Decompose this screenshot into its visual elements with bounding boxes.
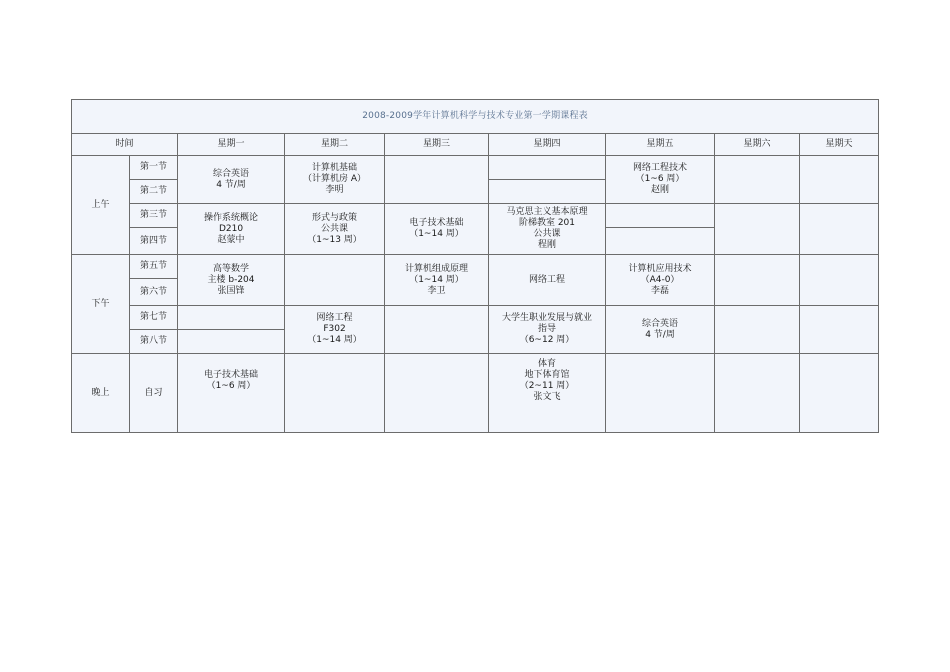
course-line: D210 [218, 223, 244, 234]
course-line: 大学生职业发展与就业 [501, 313, 592, 323]
empty-cell [800, 354, 879, 433]
slot-8: 第八节 [130, 330, 178, 354]
course-line: 赵刚 [650, 185, 669, 195]
slot-4: 第四节 [130, 228, 178, 255]
course-mon-5-6 [178, 255, 285, 306]
slot-1: 第一节 [130, 156, 178, 180]
course-line: 网络工程 [316, 313, 353, 323]
empty-cell [606, 354, 715, 433]
course-line: F302 [323, 324, 346, 334]
course-line: 马克思主义基本原理 [506, 207, 588, 217]
slot-self-study: 自习 [130, 354, 178, 433]
course-line: 指导 [537, 324, 556, 334]
course-line: （1~14 周） [409, 274, 464, 285]
day-header-sat: 星期六 [715, 134, 800, 156]
empty-cell [800, 255, 879, 306]
day-header-thu: 星期四 [489, 134, 606, 156]
course-thu-eve [489, 354, 606, 433]
course-thu-7-8 [489, 306, 606, 354]
course-line: 公共课 [320, 223, 348, 234]
course-line: （6~12 周） [519, 335, 575, 345]
course-tue-1-2 [285, 156, 385, 204]
empty-cell [489, 180, 606, 204]
slot-2: 第二节 [130, 180, 178, 204]
empty-cell [385, 354, 489, 433]
course-line: （1~13 周） [307, 234, 362, 245]
empty-cell [715, 354, 800, 433]
course-line: （1~6 周） [206, 381, 256, 391]
empty-cell [715, 306, 800, 354]
course-line: （A4-0） [640, 274, 680, 285]
course-line: 操作系统概论 [203, 212, 258, 223]
empty-cell [715, 204, 800, 255]
course-mon-3-4 [178, 204, 285, 255]
period-afternoon: 下午 [72, 255, 130, 354]
course-line: （1~14 周） [307, 335, 362, 345]
empty-cell [385, 156, 489, 204]
course-line: 李卫 [427, 285, 446, 296]
course-fri-7-8 [606, 306, 715, 354]
course-line: 4 节/周 [645, 329, 675, 340]
course-tue-7-8 [285, 306, 385, 354]
slot-7: 第七节 [130, 306, 178, 330]
course-line: 体育 [537, 359, 556, 369]
course-fri-1-2 [606, 156, 715, 204]
day-header-mon: 星期一 [178, 134, 285, 156]
course-line: 计算机组成原理 [404, 263, 468, 274]
slot-5: 第五节 [130, 255, 178, 279]
course-tue-3-4 [285, 204, 385, 255]
course-line: 电子技术基础 [409, 218, 464, 228]
empty-cell [385, 306, 489, 354]
day-header-wed: 星期三 [385, 134, 489, 156]
course-line: 综合英语 [212, 168, 249, 179]
course-line: 4 节/周 [216, 179, 246, 190]
empty-cell [715, 255, 800, 306]
course-line: 网络工程技术 [632, 163, 687, 173]
course-line: 李磊 [650, 285, 669, 296]
slot-6: 第六节 [130, 279, 178, 306]
empty-cell [178, 306, 285, 330]
empty-cell [800, 306, 879, 354]
period-morning: 上午 [72, 156, 130, 255]
day-header-fri: 星期五 [606, 134, 715, 156]
empty-cell [715, 156, 800, 204]
schedule-title: 2008-2009学年计算机科学与技术专业第一学期课程表 [72, 100, 879, 134]
empty-cell [606, 204, 715, 228]
period-evening: 晚上 [72, 354, 130, 433]
empty-cell [800, 204, 879, 255]
course-line: 计算机基础 [311, 163, 357, 173]
course-line: 张文飞 [533, 392, 561, 402]
course-schedule-table [71, 99, 879, 433]
course-thu-3-4 [489, 204, 606, 255]
course-line: 赵蒙中 [217, 234, 245, 245]
empty-cell [606, 228, 715, 255]
course-line: 李明 [325, 185, 344, 195]
course-line: 形式与政策 [311, 212, 357, 223]
course-line: （1~14 周） [409, 229, 464, 239]
course-line: （计算机房 A） [302, 174, 367, 184]
course-thu-5-6 [489, 255, 606, 306]
course-line: 地下体育馆 [524, 370, 570, 380]
empty-cell [285, 255, 385, 306]
course-line: 主楼 b-204 [207, 274, 255, 285]
course-line: 程刚 [537, 240, 556, 250]
course-line: （1~6 周） [635, 174, 685, 184]
course-fri-5-6 [606, 255, 715, 306]
empty-cell [285, 354, 385, 433]
course-line: 张国锋 [217, 285, 245, 296]
course-line: 高等数学 [212, 263, 249, 274]
course-line: 电子技术基础 [203, 370, 258, 380]
day-header-tue: 星期二 [285, 134, 385, 156]
course-line: 计算机应用技术 [628, 263, 692, 274]
course-line: （2~11 周） [519, 381, 575, 391]
time-header: 时间 [72, 134, 178, 156]
slot-3: 第三节 [130, 204, 178, 228]
course-line: 综合英语 [641, 318, 678, 329]
course-wed-5-6 [385, 255, 489, 306]
empty-cell [489, 156, 606, 180]
empty-cell [800, 156, 879, 204]
day-header-sun: 星期天 [800, 134, 879, 156]
course-line: 公共课 [533, 229, 561, 239]
empty-cell [178, 330, 285, 354]
course-mon-eve [178, 354, 285, 433]
course-wed-3-4 [385, 204, 489, 255]
course-line: 阶梯教室 201 [518, 218, 576, 228]
course-line: 网络工程 [528, 274, 565, 285]
course-mon-1-2 [178, 156, 285, 204]
